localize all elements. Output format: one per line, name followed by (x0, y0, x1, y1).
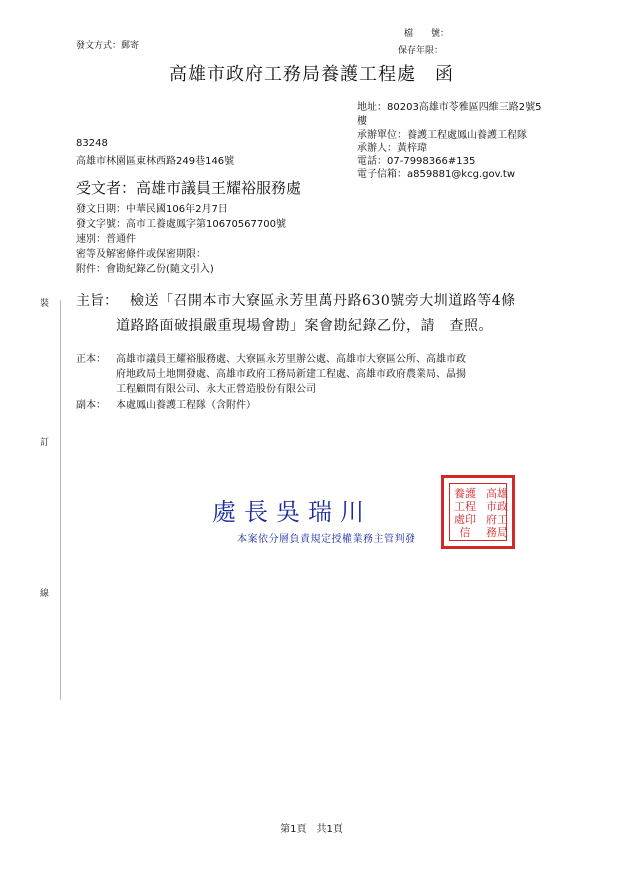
seal-glyph: 信 (459, 526, 471, 539)
sender-address-label: 地址： (357, 102, 387, 113)
margin-mark-line: 線 (40, 589, 50, 599)
seal-glyph: 高雄 (486, 487, 508, 500)
sender-address (357, 98, 542, 113)
margin-mark-staple: 訂 (40, 438, 50, 448)
handling-unit: 承辦單位：養護工程處鳳山養護工程隊 (357, 130, 527, 141)
original-recipients-label: 正本： (76, 354, 106, 365)
copy-recipients: 本處鳳山養護工程隊（含附件） (116, 400, 256, 411)
subject-line-2: 道路路面破損嚴重現場會勘」案會勘紀錄乙份，請 查照。 (116, 318, 493, 334)
seal-glyph: 工程 (454, 500, 476, 513)
page-number: 第1頁 共1頁 (280, 824, 343, 835)
subject-label: 主旨： (76, 293, 118, 309)
sender-address-line2: 樓 (357, 116, 367, 127)
margin-mark-bind: 裝 (40, 299, 50, 309)
document-number: 發文字號：高市工養處鳳字第10670567700號 (76, 219, 286, 230)
recipient: 受文者：高雄市議員王耀裕服務處 (76, 179, 302, 197)
subject-line-1: 檢送「召開本市大寮區永芳里萬丹路630號旁大圳道路等4條 (130, 293, 516, 309)
original-recipients-line-2: 府地政局土地開發處、高雄市政府工務局新建工程處、高雄市政府農業局、晶揚 (116, 369, 466, 380)
file-number-label: 檔 號： (404, 29, 450, 39)
recipient-street-address: 高雄市林園區東林西路249巷146號 (76, 156, 235, 167)
official-seal (441, 475, 515, 549)
seal-glyph: 處印 (454, 513, 476, 526)
delegation-note: 本案依分層負責規定授權業務主管判發 (237, 534, 416, 545)
seal-glyph: 府工 (486, 513, 508, 526)
issue-date: 發文日期：中華民國106年2月7日 (76, 204, 228, 215)
retention-period-label: 保存年限： (398, 46, 444, 56)
seal-glyph: 務局 (486, 526, 508, 539)
copy-recipients-label: 副本： (76, 400, 106, 411)
seal-glyph: 市政 (486, 500, 508, 513)
handler-name: 承辦人：黃梓瑋 (357, 143, 427, 154)
original-recipients-line-3: 工程顧問有限公司、永大正營造股份有限公司 (116, 384, 316, 395)
postal-code: 83248 (76, 138, 108, 149)
priority: 速別：普通件 (76, 234, 136, 245)
email-address: 電子信箱：a859881@kcg.gov.tw (357, 169, 516, 180)
original-recipients-line-1: 高雄市議員王耀裕服務處、大寮區永芳里辦公處、高雄市大寮區公所、高雄市政 (116, 354, 466, 365)
secrecy-level: 密等及解密條件或保密期限： (76, 249, 206, 260)
attachment: 附件：會勘紀錄乙份(隨文引入) (76, 264, 214, 275)
director-signature: 處長吳瑞川 (212, 498, 372, 526)
binding-line (60, 300, 61, 700)
delivery-method: 發文方式：郵寄 (76, 41, 140, 51)
document-title: 高雄市政府工務局養護工程處 函 (169, 64, 454, 85)
seal-glyph: 養護 (454, 487, 476, 500)
phone-number: 電話：07-7998366#135 (357, 156, 476, 167)
sender-address-line1: 80203高雄市苓雅區四維三路2號5 (387, 102, 542, 113)
